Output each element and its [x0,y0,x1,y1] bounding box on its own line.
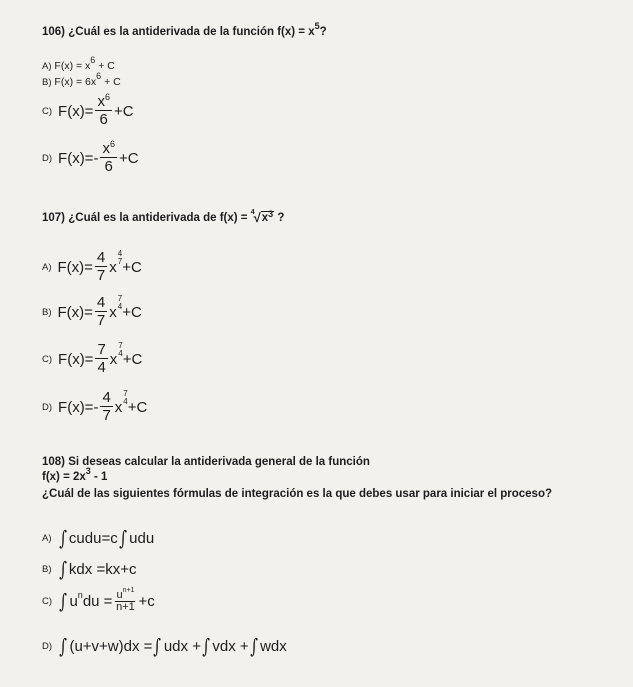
integral-sign: ∫ [59,589,68,613]
option-107-d[interactable]: D) F(x)=- $\frac{4}{7}$ x 7 4 +C [42,389,148,424]
question-107-heading: 107) ¿Cuál es la antiderivada de f(x) = 4 √ $x^3$ ? [42,209,285,225]
option-106-b[interactable]: B) F(x) = 6x6 + C [42,71,121,88]
question-108-heading [42,456,370,468]
question-text: Si deseas calcular la antiderivada general de la función [68,456,370,468]
option-107-a[interactable]: A) F(x)= $\frac{4}{7}$ x 4 7 +C [42,249,142,284]
question-text: ¿Cuál es la antiderivada de la función [68,26,275,38]
integral-sign: ∫ [202,634,211,658]
option-107-b[interactable]: B) F(x)= $\frac{4}{7}$ x 7 4 +C [42,294,142,329]
function-expression: $f(x) = x^5$ [277,21,320,38]
question-text: ¿Cuál es la antiderivada de [68,211,217,224]
option-106-d[interactable]: D) F(x)=- $\frac{x^6}{6}$ +C [42,139,139,175]
question-number: 108) [42,456,66,468]
question-number: 107) [42,211,66,224]
option-106-c[interactable]: C) F(x)= $\frac{x^6}{6}$ +C [42,92,134,128]
integral-sign: ∫ [153,634,162,658]
option-107-c[interactable]: C) F(x)= $\frac{7}{4}$ x 7 4 +C [42,341,143,376]
integral-sign: ∫ [249,634,258,658]
option-108-b[interactable]: B) ∫ kdx =kx+c [42,557,137,581]
integral-sign: ∫ [58,526,67,550]
integral-sign: ∫ [59,634,68,658]
option-108-a[interactable]: A) ∫ cudu =c ∫ udu [42,526,155,550]
integral-sign: ∫ [119,526,127,550]
question-108-subtext: ¿Cuál de las siguientes fórmulas de integración es la que debes usar para iniciar el proceso? [42,488,552,500]
question-106-heading: 106) ¿Cuál es la antiderivada de la función $f(x) = x^5$? [42,21,327,38]
option-106-a[interactable]: A) F(x) = x6 + C [42,55,115,72]
function-expression: $f(x) = 2x^3 - 1$ [42,466,108,483]
option-108-d[interactable]: D) ∫ (u+v+w)dx = ∫ udx + ∫ vdx + ∫ wdx [42,634,287,658]
fourth-root-expression: 4 √ $x^3$ [250,209,274,225]
question-number: 106) [42,26,66,38]
integral-sign: ∫ [58,557,67,581]
option-108-c[interactable]: C) ∫ u n du = $\frac{u^{n+1}}{n+1}$ +c [42,586,155,613]
